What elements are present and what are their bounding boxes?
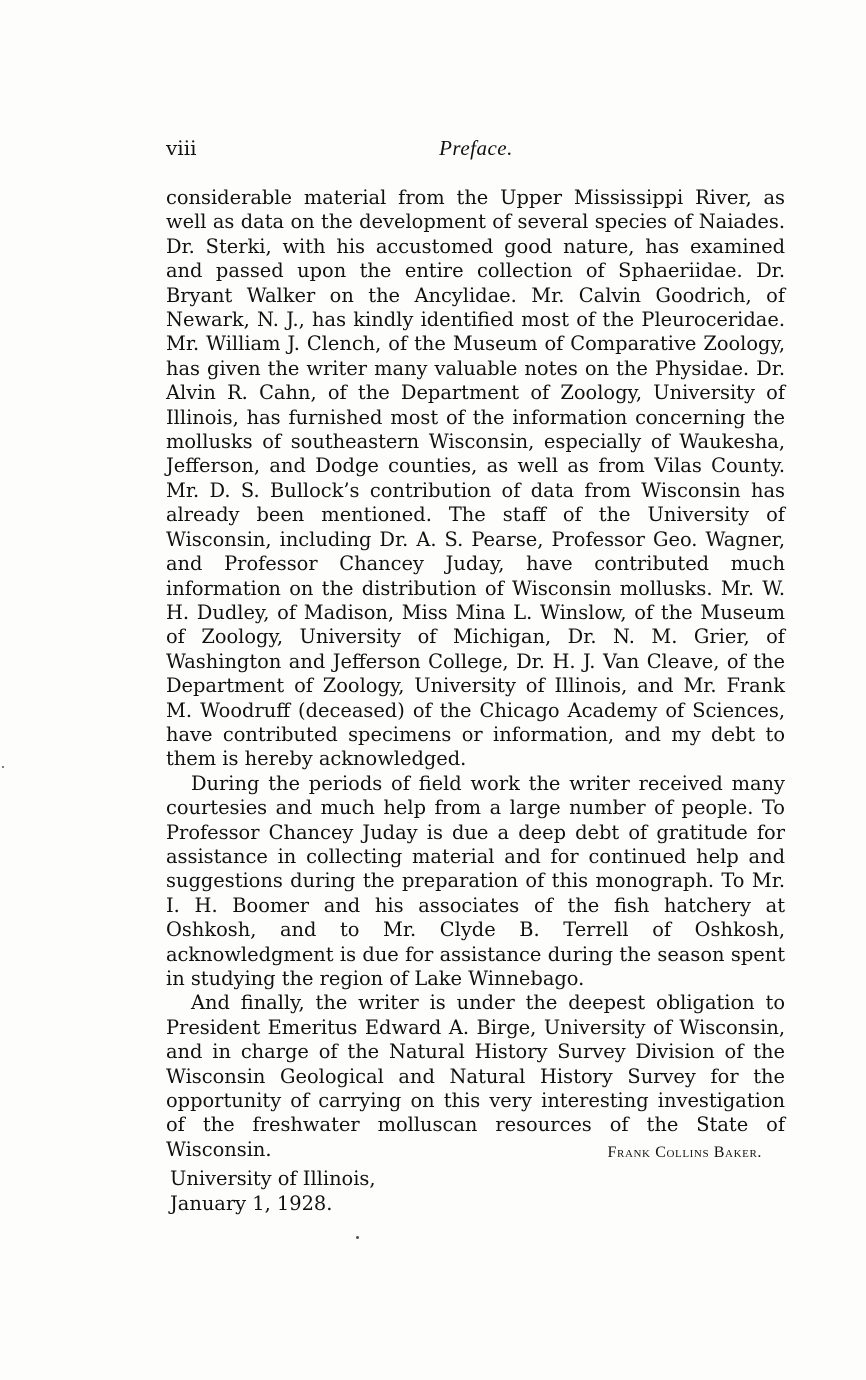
page-title: Preface.: [439, 136, 513, 160]
paragraph-continued: considerable material from the Upper Mississippi River, as well as data on the development of several species of Naiades. Dr. Sterki, with his accustomed good nature, has examined and passed upon the entire collection of Sphaeriidae. Dr. Bryant Walker on the Ancylidae. Mr. Calvin Goodrich, of Newark, N. J., has kindly identified most of the Pleuroceridae. Mr. William J. Clench, of the Museum of Comparative Zoology, has given the writer many valuable notes on the Physidae. Dr. Alvin R. Cahn, of the Department of Zoology, University of Illinois, has furnished most of the information concerning the mollusks of southeastern Wisconsin, especially of Waukesha, Jefferson, and Dodge counties, as well as from Vilas County. Mr. D. S. Bullock’s contribution of data from Wisconsin has already been mentioned. The staff of the University of Wisconsin, including Dr. A. S. Pearse, Professor Geo. Wagner, and Professor Chancey Juday, have contributed much information on the distribution of Wisconsin mollusks. Mr. W. H. Dudley, of Madison, Miss Mina L. Winslow, of the Museum of Zoology, University of Michigan, Dr. N. M. Grier, of Washington and Jefferson College, Dr. H. J. Van Cleave, of the Department of Zoology, University of Illinois, and Mr. Frank M. Woodruff (deceased) of the Chicago Academy of Sciences, have contributed specimens or information, and my debt to them is hereby acknowledged.: [166, 186, 785, 771]
paragraph-acknowledgment: And finally, the writer is under the deepest obligation to President Emeritus Edward A. Birge, University of Wisconsin, and in charge of the Natural History Survey Division of the Wisconsin Geological and Natural History Survey for the opportunity of carrying on this very interesting investigation of the freshwater molluscan resources of the State of Wisconsin.: [166, 991, 785, 1161]
paragraph-field-work: During the periods of field work the writer received many courtesies and much help from a large number of people. To Professor Chancey Juday is due a deep debt of gratitude for assistance in collecting material and for continued help and suggestions during the preparation of this monograph. To Mr. I. H. Boomer and his associates of the fish hatchery at Oshkosh, and to Mr. Clyde B. Terrell of Oshkosh, acknowledgment is due for assistance during the season spent in studying the region of Lake Winnebago.: [166, 771, 785, 990]
running-head: [166, 136, 786, 164]
preface-body: [166, 186, 785, 1162]
print-speck: [2, 766, 4, 768]
author-signature: Frank Collins Baker.: [607, 1144, 762, 1161]
closing-block: [170, 1166, 376, 1216]
closing-date: January 1, 1928.: [170, 1192, 333, 1215]
closing-place: University of Illinois,: [170, 1167, 376, 1190]
page-number: viii: [166, 136, 197, 160]
print-speck: [356, 1236, 359, 1239]
